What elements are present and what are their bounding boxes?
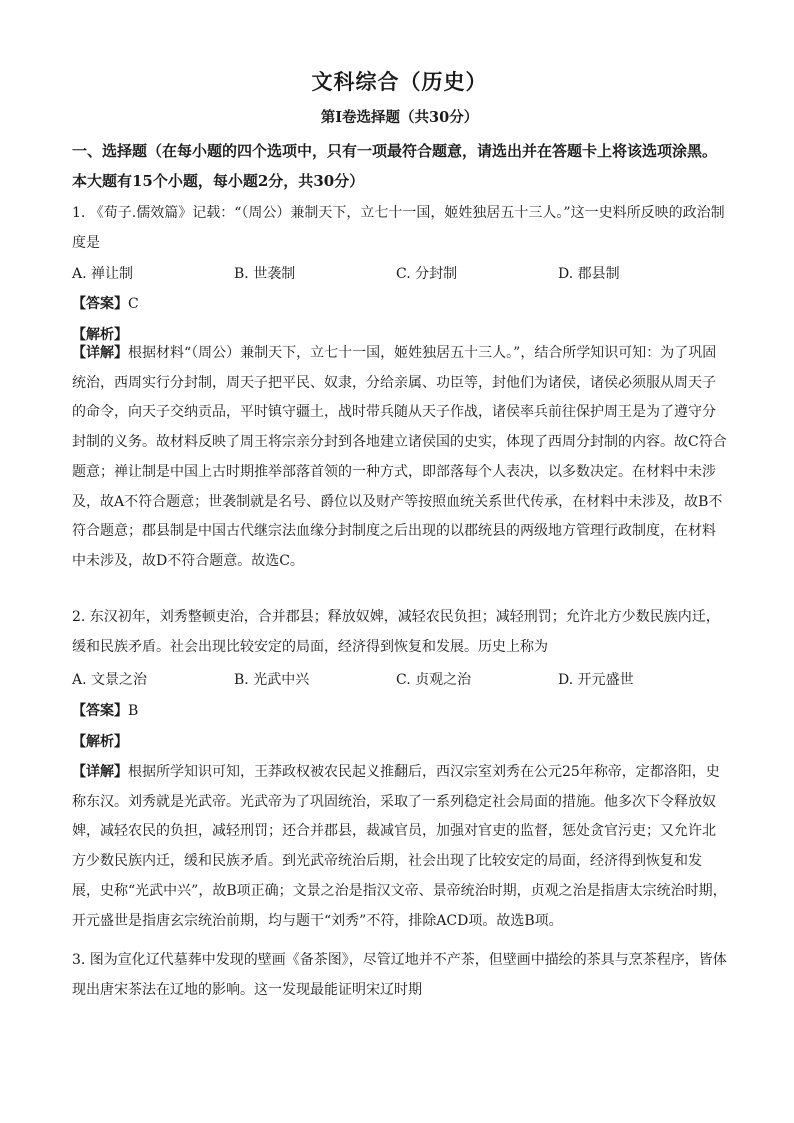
answer-value: B bbox=[128, 703, 139, 719]
question-2-answer bbox=[72, 699, 138, 723]
question-1-answer bbox=[72, 292, 139, 316]
section-subtitle: 第Ⅰ卷选择题（共30分） bbox=[320, 109, 479, 126]
option-b: B. 世袭制 bbox=[234, 266, 296, 282]
option-a: A. 文景之治 bbox=[72, 672, 148, 688]
option-b: B. 光武中兴 bbox=[234, 672, 310, 688]
question-1-detail bbox=[72, 339, 727, 577]
answer-tag: 【答案】 bbox=[72, 703, 128, 719]
question-2-analysis-label bbox=[72, 730, 128, 754]
page-title: 文科综合（历史） bbox=[311, 69, 488, 94]
option-c: C. 贞观之治 bbox=[396, 672, 472, 688]
detail-tag: 【详解】 bbox=[72, 764, 128, 780]
question-2-stem: 2. 东汉初年，刘秀整顿吏治，合并郡县；释放奴婢，减轻农民负担；减轻刑罚；允许北方少数民族内迁，缓和民族矛盾。社会出现比较安定的局面，经济得到恢复和发展。历史上称为 bbox=[72, 609, 720, 655]
option-d: D. 开元盛世 bbox=[558, 672, 634, 688]
question-2-detail bbox=[72, 758, 727, 936]
option-d: D. 郡县制 bbox=[558, 266, 620, 282]
section-instructions: 一、选择题（在每小题的四个选项中，只有一项最符合题意，请选出并在答题卡上将该选项涂黑。本大题有15个小题，每小题2分，共30分） bbox=[72, 142, 718, 190]
detail-text: 根据所学知识可知，王莽政权被农民起义推翻后，西汉宗室刘秀在公元25年称帝，定都洛阳，史称东汉。刘秀就是光武帝。光武帝为了巩固统治，采取了一系列稳定社会局面的措施。他多次下令释放奴婢，减轻农民的负担，减轻刑罚；还合并郡县，裁减官员，加强对官吏的监督，惩处贪官污吏；又允许北方少数民族内迁，缓和民族矛盾。到光武帝统治后期，社会出现了比较安定的局面，经济得到恢复和发展，史称“光武中兴”，故B项正确；文景之治是指汉文帝、景帝统治时期，贞观之治是指唐太宗统治时期，开元盛世是指唐玄宗统治前期，均与题干“刘秀”不符，排除ACD项。故选B项。 bbox=[72, 764, 727, 929]
detail-tag: 【详解】 bbox=[72, 345, 128, 361]
option-a: A. 禅让制 bbox=[72, 266, 134, 282]
question-1-stem: 1. 《荀子.儒效篇》记载：“（周公）兼制天下，立七十一国，姬姓独居五十三人。”这一史料所反映的政治制度是 bbox=[72, 205, 725, 251]
analysis-tag: 【解析】 bbox=[72, 734, 128, 750]
analysis-tag: 【解析】 bbox=[72, 327, 128, 343]
question-3-stem: 3. 图为宣化辽代墓葬中发现的壁画《备茶图》，尽管辽地并不产茶，但壁画中描绘的茶具与烹茶程序，皆体现出唐宋茶法在辽地的影响。这一发现最能证明宋辽时期 bbox=[72, 952, 727, 998]
question-2-options bbox=[72, 668, 727, 692]
answer-tag: 【答案】 bbox=[72, 296, 128, 312]
option-c: C. 分封制 bbox=[396, 266, 458, 282]
question-1-options bbox=[72, 262, 727, 286]
answer-value: C bbox=[128, 296, 139, 312]
detail-text: 根据材料“（周公）兼制天下，立七十一国，姬姓独居五十三人。”，结合所学知识可知：为了巩固统治，西周实行分封制，周天子把平民、奴隶，分给亲属、功臣等，封他们为诸侯，诸侯必须服从周天子的命令，向天子交纳贡品，平时镇守疆土，战时带兵随从天子作战，诸侯率兵前往保护周王是为了遵守分封制的义务。故材料反映了周王将宗亲分封到各地建立诸侯国的史实，体现了西周分封制的内容。故C符合题意；禅让制是中国上古时期推举部落首领的一种方式，即部落每个人表决，以多数决定。在材料中未涉及，故A不符合题意；世袭制就是名号、爵位以及财产等按照血统关系世代传承，在材料中未涉及，故B不符合题意；郡县制是中国古代继宗法血缘分封制度之后出现的以郡统县的两级地方管理行政制度，在材料中未涉及，故D不符合题意。故选C。 bbox=[72, 345, 727, 569]
